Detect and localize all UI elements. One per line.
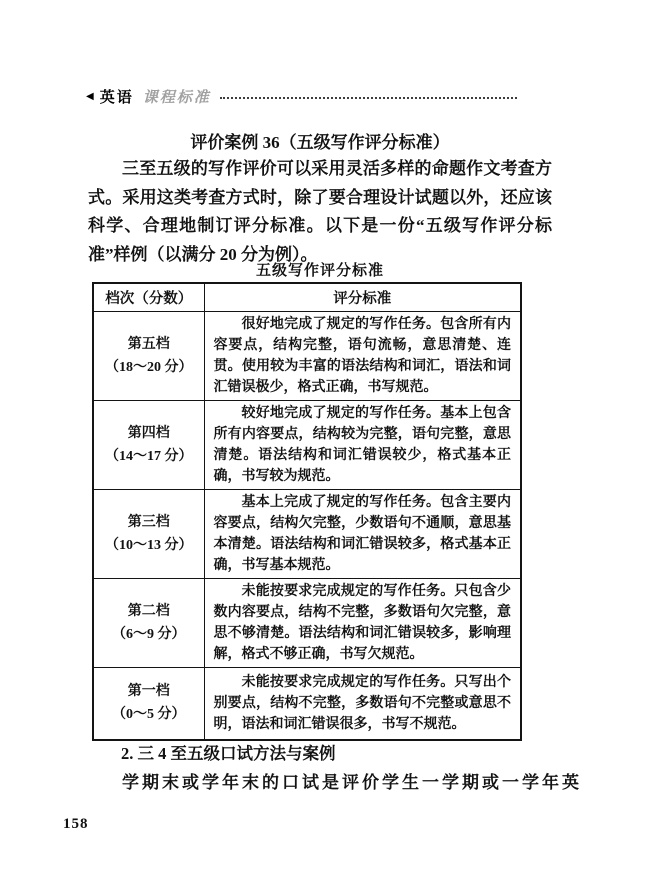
book-tag: 英语 [99,89,134,106]
table-header-row [93,283,521,312]
grade-label: 第一档 [127,684,170,700]
criteria-cell: 基本上完成了规定的写作任务。包含主要内容要点，结构欠完整，少数语句不通顺，意思基本清楚。语法结构和词汇错误较多，格式基本正确，书写基本规范。 [204,490,521,579]
table-caption: 五级写作评分标准 [255,263,384,279]
grade-score-range: （14～17 分） [105,449,193,464]
table-row [93,490,521,579]
grade-cell [93,579,204,668]
grade-cell [93,401,204,490]
grade-score-range: （10～13 分） [105,538,193,553]
table-row [93,668,521,740]
page-number: 158 [63,816,89,832]
section-heading: 2. 三 4 至五级口试方法与案例 [121,744,336,763]
column-header-grade: 档次（分数） [93,283,204,312]
outro-paragraph: 学期末或学年末的口试是评价学生一学期或一学年英 [122,773,582,792]
grade-cell [93,668,204,740]
criteria-cell: 未能按要求完成规定的写作任务。只写出个别要点，结构不完整，多数语句不完整或意思不明，语法和词汇错误很多，书写不规范。 [204,668,521,740]
left-triangle-icon: ◀ [86,90,94,102]
table-row [93,401,521,490]
grade-score-range: （6～9 分） [112,627,186,642]
case-title: 评价案例 36（五级写作评分标准） [190,133,450,152]
grade-cell [93,490,204,579]
grade-label: 第四档 [127,425,170,441]
criteria-cell: 较好地完成了规定的写作任务。基本上包含所有内容要点，结构较为完整，语句完整，意思清楚。语法结构和词汇错误较少，格式基本正确，书写较为规范。 [204,401,521,490]
table-row [93,579,521,668]
criteria-cell: 很好地完成了规定的写作任务。包含所有内容要点，结构完整，语句流畅，意思清楚、连贯。使用较为丰富的语法结构和词汇，语法和词汇错误极少，格式正确，书写规范。 [204,312,521,401]
grade-score-range: （18～20 分） [105,360,193,375]
grade-cell [93,312,204,401]
scoring-criteria-table [92,282,522,741]
criteria-cell: 未能按要求完成规定的写作任务。只包含少数内容要点，结构不完整，多数语句欠完整，意思不够清楚。语法结构和词汇错误较多，影响理解，格式不够正确，书写欠规范。 [204,579,521,668]
intro-paragraph: 三至五级的写作评价可以采用灵活多样的命题作文考查方式。采用这类考查方式时，除了要合理设计试题以外，还应该科学、合理地制订评分标准。以下是一份“五级写作评分标准”样例（以满分 20 分为例）。 [88,159,552,264]
grade-score-range: （0～5 分） [112,707,186,723]
dotted-leader-line [220,97,517,99]
running-header [86,86,517,107]
grade-label: 第二档 [127,603,170,619]
book-subtitle: 课程标准 [142,90,211,106]
table-row [93,312,521,401]
grade-label: 第三档 [127,514,170,530]
grade-label: 第五档 [127,336,170,352]
column-header-criteria: 评分标准 [204,283,521,312]
